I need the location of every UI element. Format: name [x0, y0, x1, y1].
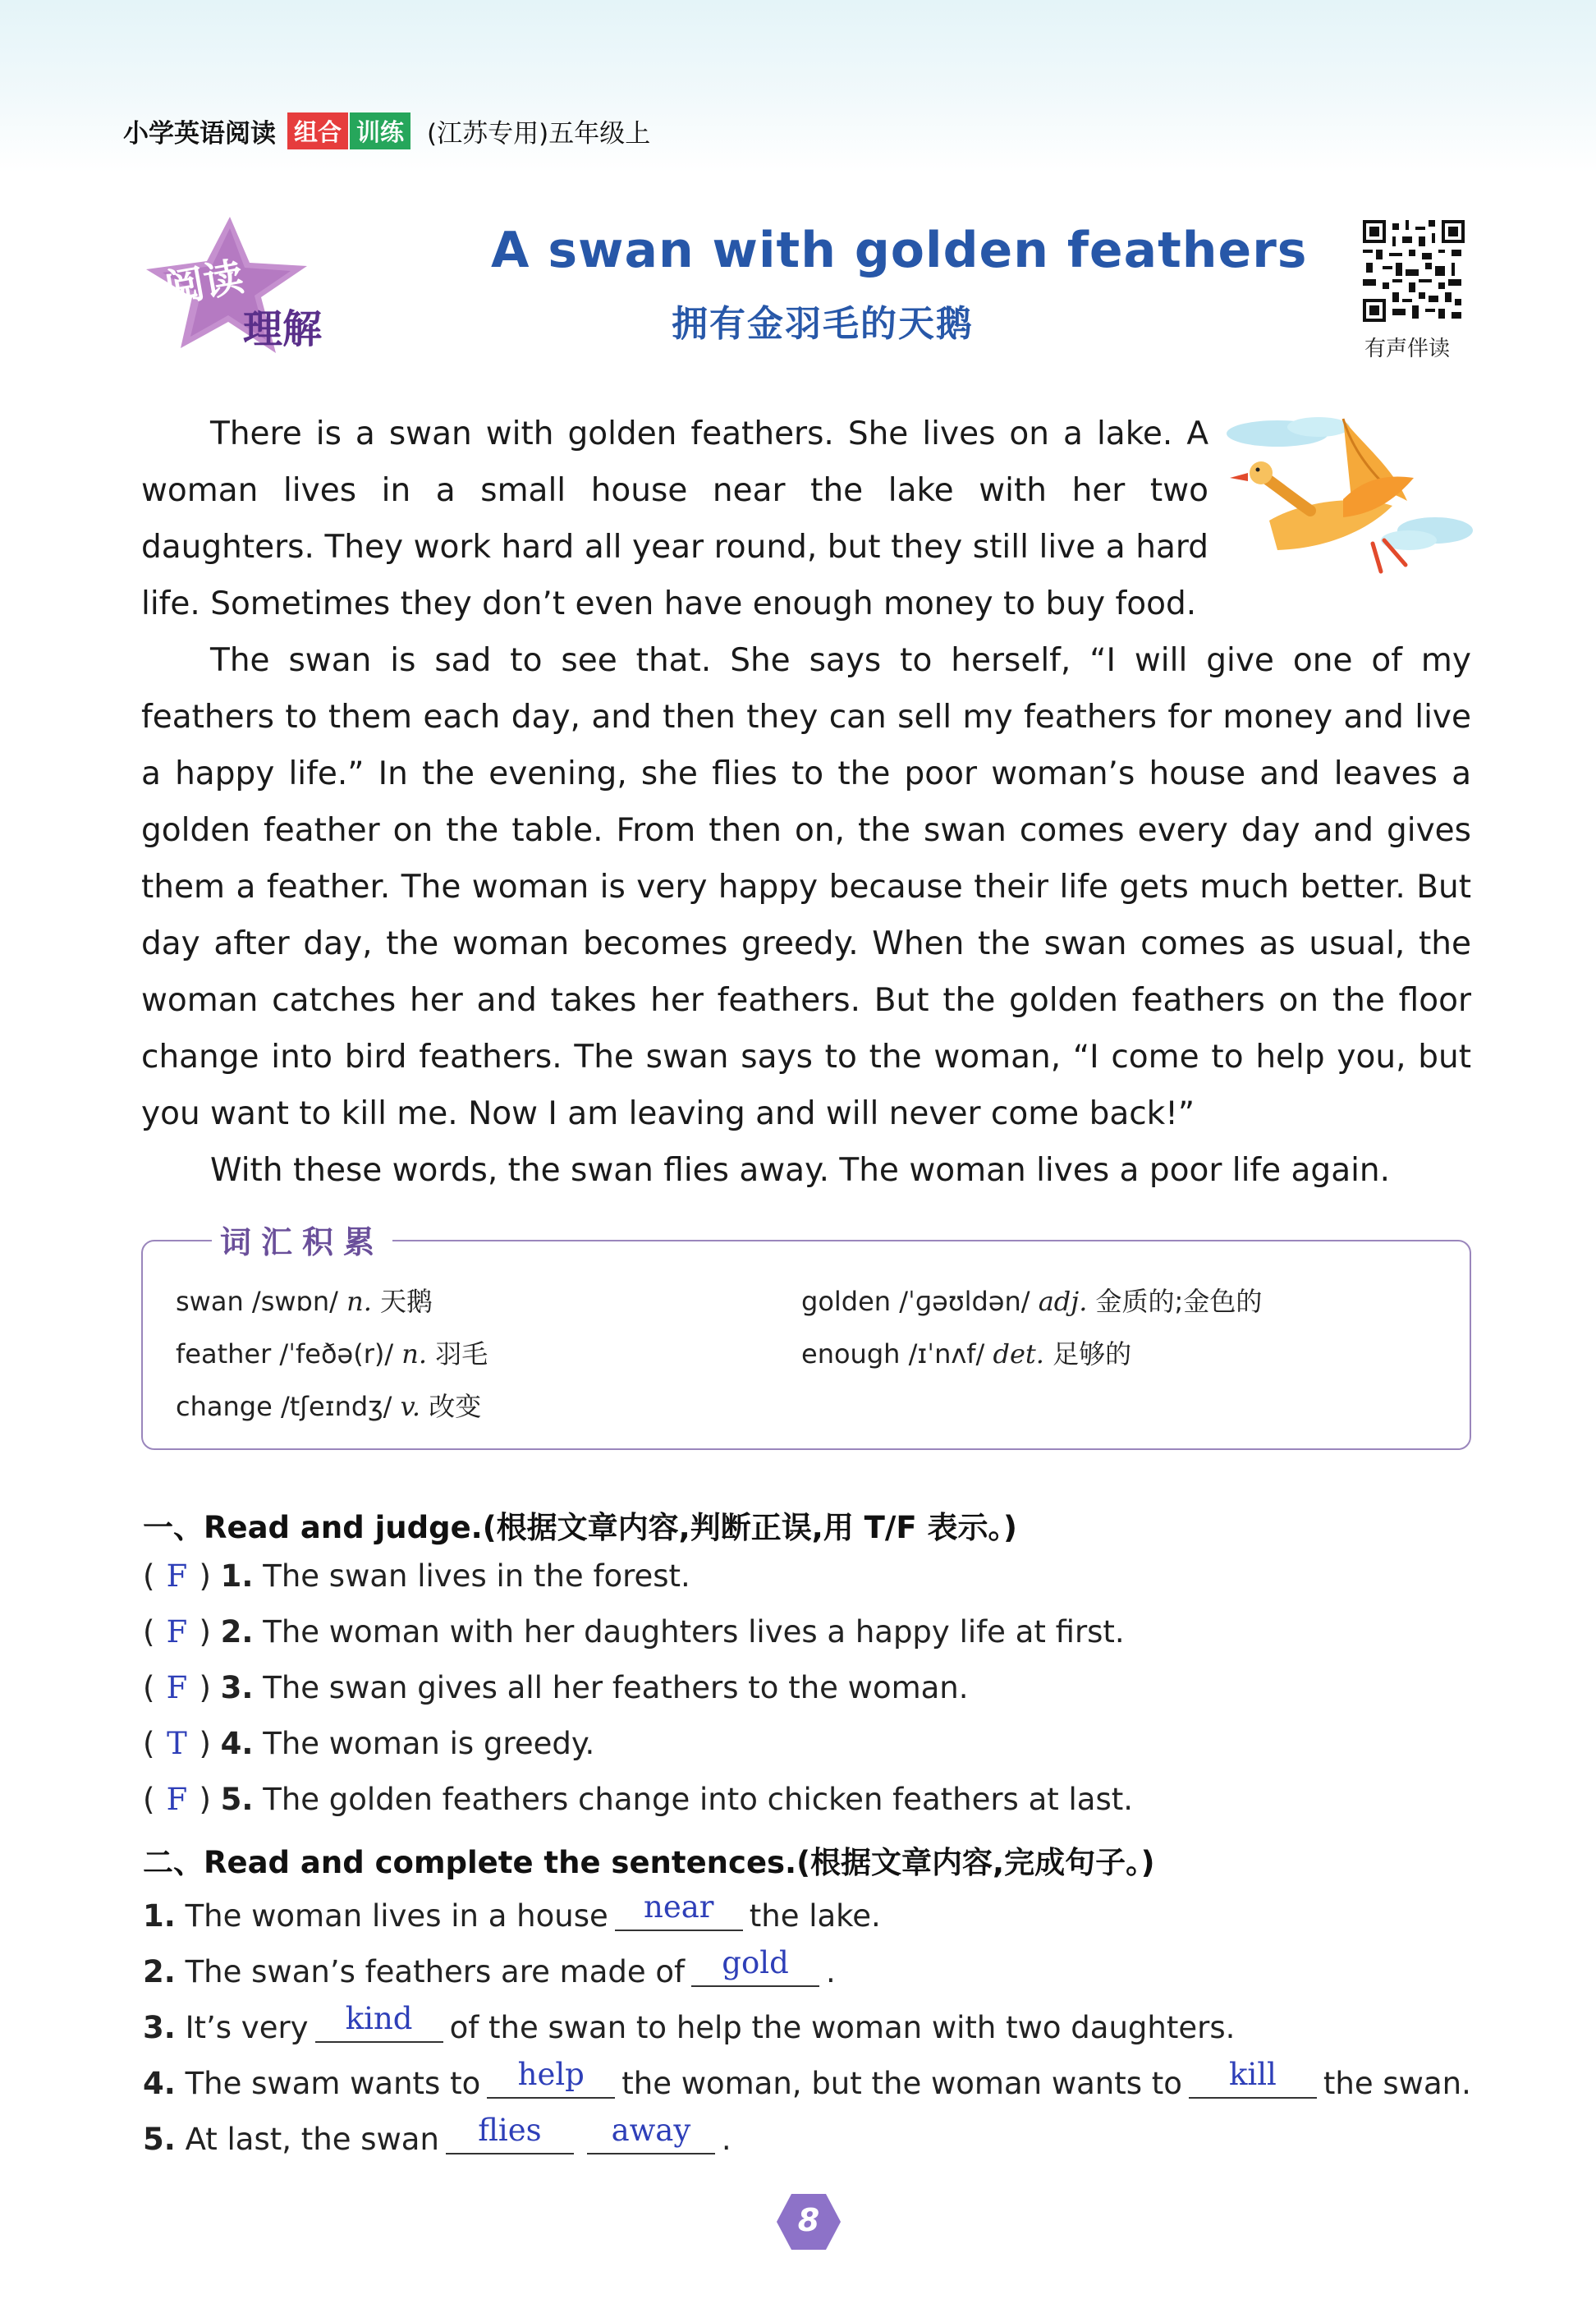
story-title-en: A swan with golden feathers: [491, 222, 1308, 279]
book-series-title: 小学英语阅读: [123, 118, 276, 149]
passage-paragraph: With these words, the swan flies away. The woman lives a poor life again.: [210, 1152, 1391, 1189]
answer-blank[interactable]: [446, 2113, 574, 2154]
part1-instruction-en: Read and judge.: [204, 1510, 483, 1545]
item-number: 2.: [220, 1614, 254, 1650]
blank-answer: flies: [478, 2113, 542, 2148]
badge-line2: 理解: [243, 306, 323, 352]
vocab-meaning: 羽毛: [435, 1338, 488, 1370]
vocab-word: feather: [176, 1338, 272, 1370]
vocab-phonetic: /tʃeɪndʒ/: [280, 1391, 392, 1422]
answer-blank[interactable]: [487, 2057, 615, 2099]
qr-code-label: 有声伴读: [1364, 337, 1451, 361]
vocab-word: change: [176, 1391, 273, 1422]
sentence-part: The swam wants to: [185, 2066, 481, 2101]
badge-combo: 组合: [287, 112, 348, 149]
page-number: [775, 2192, 842, 2251]
complete-item: [143, 1945, 836, 1989]
judge-statement: The woman with her daughters lives a happy life at first.: [263, 1614, 1125, 1650]
sentence-part: the swan.: [1323, 2066, 1471, 2101]
sentence-part: It’s very: [185, 2010, 309, 2045]
judge-answer[interactable]: F: [166, 1782, 188, 1817]
judge-item: ( T ) 4. The woman is greedy.: [143, 1726, 595, 1761]
vocab-word: golden: [801, 1286, 892, 1317]
part2-instruction-cn: (根据文章内容,完成句子。): [796, 1845, 1155, 1880]
vocab-phonetic: /ɪˈnʌf/: [908, 1338, 985, 1370]
vocab-word: enough: [801, 1338, 901, 1370]
sentence-part: At last, the swan: [185, 2122, 439, 2157]
blank-answer: away: [611, 2113, 691, 2148]
vocab-phonetic: /ˈfeðə(r)/: [279, 1338, 394, 1370]
sentence-part: the woman, but the woman wants to: [621, 2066, 1182, 2101]
judge-answer[interactable]: F: [166, 1558, 188, 1594]
judge-item: ( F ) 5. The golden feathers change into chicken feathers at last.: [143, 1782, 1134, 1817]
vocab-pos: n.: [401, 1338, 428, 1370]
part2-number: 二、: [143, 1845, 204, 1880]
vocab-pos: adj.: [1038, 1286, 1088, 1317]
item-number: 1.: [143, 1898, 176, 1934]
answer-blank[interactable]: [615, 1889, 743, 1931]
page-number-text: 8: [797, 2202, 820, 2238]
judge-answer[interactable]: F: [166, 1670, 188, 1705]
vocab-entry: [801, 1333, 1131, 1371]
vocab-phonetic: /ˈɡəʊldən/: [899, 1286, 1030, 1317]
section-badge: [138, 212, 360, 360]
page-header: [123, 110, 650, 151]
judge-item: ( F ) 2. The woman with her daughters lives a happy life at first.: [143, 1614, 1125, 1650]
judge-item: ( F ) 3. The swan gives all her feathers to the woman.: [143, 1670, 969, 1705]
vocab-entry: [176, 1333, 488, 1371]
complete-item: [143, 2057, 1471, 2101]
vocabulary-title: 词汇积累: [212, 1217, 392, 1262]
complete-item: [143, 2001, 1236, 2045]
judge-item: ( F ) 1. The swan lives in the forest.: [143, 1558, 690, 1594]
story-title-cn: 拥有金羽毛的天鹅: [672, 303, 974, 345]
judge-statement: The woman is greedy.: [263, 1726, 595, 1761]
part2-heading: [143, 1838, 1155, 1882]
vocab-entry: [176, 1281, 433, 1319]
passage-paragraph: There is a swan with golden feathers. She lives on a lake. A woman lives in a small house near the lake with her two daughters. They work hard all year round, but they still live a hard life. Sometimes they don’t even have enough money to buy food.: [141, 415, 1208, 622]
sentence-part: .: [826, 1954, 836, 1989]
item-number: 3.: [220, 1670, 254, 1705]
vocab-entry: [801, 1281, 1262, 1319]
reading-passage: [141, 406, 1471, 1199]
vocab-pos: v.: [400, 1391, 421, 1422]
part1-instruction-cn: (根据文章内容,判断正误,用 T/F 表示。): [482, 1510, 1017, 1545]
vocab-pos: det.: [993, 1338, 1044, 1370]
part2-instruction-en: Read and complete the sentences.: [204, 1845, 797, 1880]
part1-number: 一、: [143, 1510, 204, 1545]
sentence-part: of the swan to help the woman with two daughters.: [449, 2010, 1236, 2045]
answer-blank[interactable]: [315, 2001, 443, 2043]
item-number: 1.: [220, 1558, 254, 1594]
book-edition: (江苏专用)五年级上: [427, 118, 651, 149]
badge-training: 训练: [350, 112, 410, 149]
part1-heading: [143, 1503, 1017, 1547]
item-number: 4.: [220, 1726, 254, 1761]
vocab-phonetic: /swɒn/: [251, 1286, 338, 1317]
vocab-meaning: 足够的: [1053, 1338, 1132, 1370]
sentence-part: the lake.: [749, 1898, 881, 1934]
vocab-meaning: 天鹅: [380, 1286, 433, 1317]
passage-paragraph: The swan is sad to see that. She says to herself, “I will give one of my feathers to them each day, and then they can sell my feathers for money and live a happy life.” In the evening, she flies to the poor woman’s house and leaves a golden feather on the table. From then on, the swan comes every day and gives them a feather. The woman is very happy because their life gets much better. But day after day, the woman becomes greedy. When the swan comes as usual, the woman catches her and takes her feathers. But the golden feathers on the floor change into bird feathers. The swan says to the woman, “I come to help you, but you want to kill me. Now I am leaving and will never come back!”: [141, 642, 1471, 1132]
judge-answer[interactable]: T: [167, 1726, 187, 1761]
sentence-part: The swan’s feathers are made of: [185, 1954, 686, 1989]
answer-blank[interactable]: [1189, 2057, 1317, 2099]
blank-answer: near: [644, 1889, 714, 1925]
judge-answer[interactable]: F: [166, 1614, 188, 1650]
blank-answer: gold: [722, 1945, 789, 1980]
vocab-word: swan: [176, 1286, 244, 1317]
answer-blank[interactable]: [691, 1945, 819, 1987]
blank-answer: help: [517, 2057, 585, 2092]
vocab-meaning: 改变: [429, 1391, 482, 1422]
sentence-part: The woman lives in a house: [185, 1898, 608, 1934]
item-number: 5.: [143, 2122, 176, 2157]
complete-item: [143, 2113, 732, 2157]
answer-blank[interactable]: [587, 2113, 715, 2154]
badge-line1: 阅读: [161, 254, 247, 313]
sentence-part: .: [721, 2122, 732, 2157]
vocab-pos: n.: [346, 1286, 372, 1317]
blank-answer: kind: [345, 2001, 413, 2036]
item-number: 4.: [143, 2066, 176, 2101]
item-number: 5.: [220, 1782, 254, 1817]
vocab-entry: [176, 1386, 481, 1424]
judge-statement: The swan gives all her feathers to the woman.: [263, 1670, 969, 1705]
vocab-meaning: 金质的;金色的: [1095, 1286, 1263, 1317]
judge-statement: The swan lives in the forest.: [263, 1558, 690, 1594]
qr-code-icon[interactable]: [1363, 220, 1465, 322]
item-number: 2.: [143, 1954, 176, 1989]
judge-statement: The golden feathers change into chicken feathers at last.: [263, 1782, 1134, 1817]
item-number: 3.: [143, 2010, 176, 2045]
complete-item: [143, 1889, 881, 1934]
blank-answer: kill: [1228, 2057, 1277, 2092]
